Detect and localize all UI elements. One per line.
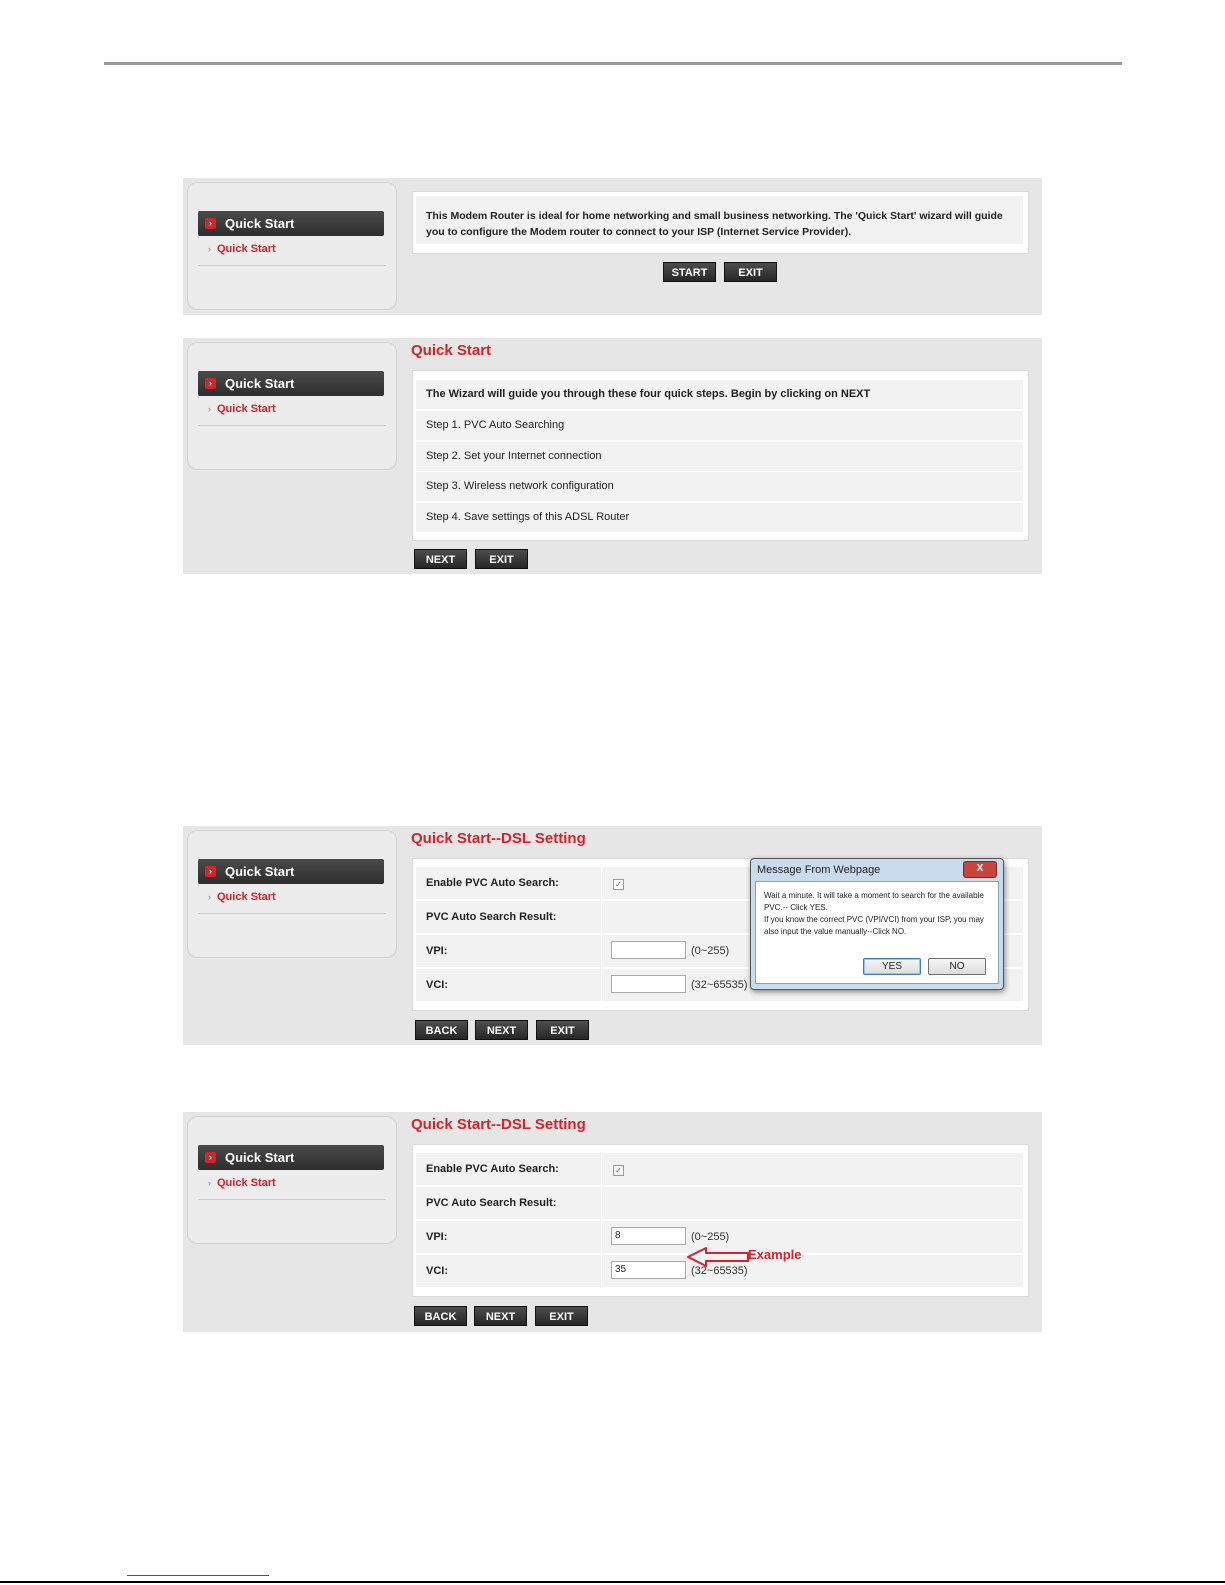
page-title: Quick Start--DSL Setting (411, 830, 586, 847)
dialog-message-line: Wait a minute. It will take a moment to search for the available PVC.-- Click YES. (764, 891, 984, 912)
step-row (416, 442, 1023, 471)
steps-intro-row (416, 380, 1023, 409)
sidebar-section-quick-start[interactable]: › Quick Start (198, 859, 384, 884)
steps-intro: The Wizard will guide you through these four quick steps. Begin by clicking on NEXT (426, 388, 871, 400)
page-title: Quick Start--DSL Setting (411, 1116, 586, 1133)
dialog-message (764, 890, 992, 938)
vci-hint: (32~65535) (691, 979, 748, 991)
example-arrow-icon (686, 1246, 750, 1268)
vci-hint: (32~65535) (691, 1265, 748, 1277)
steps-box (412, 370, 1029, 541)
chevron-right-icon: › (205, 866, 216, 877)
next-button[interactable]: NEXT (474, 1306, 527, 1326)
exit-button[interactable]: EXIT (535, 1306, 588, 1326)
enable-label: Enable PVC Auto Search: (426, 1163, 559, 1175)
step-2: Step 2. Set your Internet connection (426, 450, 602, 462)
step-row (416, 411, 1023, 440)
exit-button[interactable]: EXIT (475, 549, 528, 569)
vci-label: VCI: (426, 1265, 448, 1277)
dialog-body (755, 881, 999, 984)
intro-box (412, 191, 1029, 254)
intro-text: This Modem Router is ideal for home networking and small business networking. The 'Quick Start' wizard will guide you to configure the Modem router to connect to your ISP (Internet Service Provider). (426, 210, 1003, 238)
divider (198, 265, 386, 266)
dialog-title: Message From Webpage (757, 864, 881, 876)
sidebar-item-quick-start[interactable]: › Quick Start (208, 891, 276, 903)
column-divider (601, 1187, 602, 1219)
column-divider (601, 1221, 602, 1253)
sidebar-section-quick-start[interactable]: › Quick Start (198, 211, 384, 236)
exit-button[interactable]: EXIT (536, 1020, 589, 1040)
chevron-right-icon: › (208, 1178, 211, 1188)
page-footer-rule (0, 1581, 1225, 1583)
close-icon[interactable]: X (963, 861, 997, 878)
form-row-enable (416, 1153, 1023, 1185)
sidebar-item-quick-start[interactable]: › Quick Start (208, 403, 276, 415)
message-dialog (750, 858, 1004, 990)
sidebar-item-quick-start[interactable]: › Quick Start (208, 243, 276, 255)
enable-pvc-checkbox[interactable]: ✓ (613, 1165, 624, 1176)
step-row (416, 472, 1023, 501)
enable-label: Enable PVC Auto Search: (426, 877, 559, 889)
chevron-right-icon: › (205, 378, 216, 389)
column-divider (601, 901, 602, 933)
sidebar (187, 830, 397, 958)
yes-button[interactable]: YES (863, 958, 921, 975)
back-button[interactable]: BACK (414, 1306, 467, 1326)
divider (198, 913, 386, 914)
sidebar (187, 342, 397, 470)
vci-label: VCI: (426, 979, 448, 991)
sidebar-section-quick-start[interactable]: › Quick Start (198, 371, 384, 396)
step-3: Step 3. Wireless network configuration (426, 480, 614, 492)
intro-text-row (416, 196, 1023, 244)
divider (198, 425, 386, 426)
chevron-right-icon: › (205, 218, 216, 229)
vpi-hint: (0~255) (691, 945, 730, 957)
dialog-message-line: If you know the correct PVC (VPI/VCI) from your ISP, you may also input the value manually--Click NO. (764, 915, 984, 936)
vpi-label: VPI: (426, 945, 448, 957)
result-label: PVC Auto Search Result: (426, 1197, 557, 1209)
vpi-label: VPI: (426, 1231, 448, 1243)
next-button[interactable]: NEXT (414, 549, 467, 569)
dsl-form-box (412, 1144, 1029, 1297)
footer-link[interactable] (127, 1575, 269, 1576)
vci-input[interactable]: 35 (611, 1261, 686, 1279)
no-button[interactable]: NO (928, 958, 986, 975)
enable-pvc-checkbox[interactable]: ✓ (613, 879, 624, 890)
divider (198, 1199, 386, 1200)
sidebar-section-quick-start[interactable]: › Quick Start (198, 1145, 384, 1170)
sidebar (187, 182, 397, 310)
column-divider (601, 1153, 602, 1185)
column-divider (601, 969, 602, 1001)
sidebar (187, 1116, 397, 1244)
page-header-rule (104, 62, 1122, 65)
result-label: PVC Auto Search Result: (426, 911, 557, 923)
step-row (416, 503, 1023, 532)
form-row-result (416, 1187, 1023, 1219)
page-title: Quick Start (411, 342, 492, 359)
step-1: Step 1. PVC Auto Searching (426, 419, 565, 431)
chevron-right-icon: › (208, 404, 211, 414)
chevron-right-icon: › (208, 244, 211, 254)
column-divider (601, 867, 602, 899)
exit-button[interactable]: EXIT (724, 262, 777, 282)
vpi-input[interactable] (611, 941, 686, 959)
chevron-right-icon: › (205, 1152, 216, 1163)
sidebar-item-quick-start[interactable]: › Quick Start (208, 1177, 276, 1189)
back-button[interactable]: BACK (415, 1020, 468, 1040)
panel-quick-start-intro (183, 178, 1042, 315)
column-divider (601, 1255, 602, 1287)
next-button[interactable]: NEXT (475, 1020, 528, 1040)
vpi-hint: (0~255) (691, 1231, 730, 1243)
example-annotation: Example (748, 1247, 802, 1262)
chevron-right-icon: › (208, 892, 211, 902)
vci-input[interactable] (611, 975, 686, 993)
column-divider (601, 935, 602, 967)
start-button[interactable]: START (663, 262, 716, 282)
panel-dsl-setting-example (183, 1112, 1042, 1332)
panel-quick-start-steps (183, 338, 1042, 574)
step-4: Step 4. Save settings of this ADSL Router (426, 511, 630, 523)
vpi-input[interactable]: 8 (611, 1227, 686, 1245)
